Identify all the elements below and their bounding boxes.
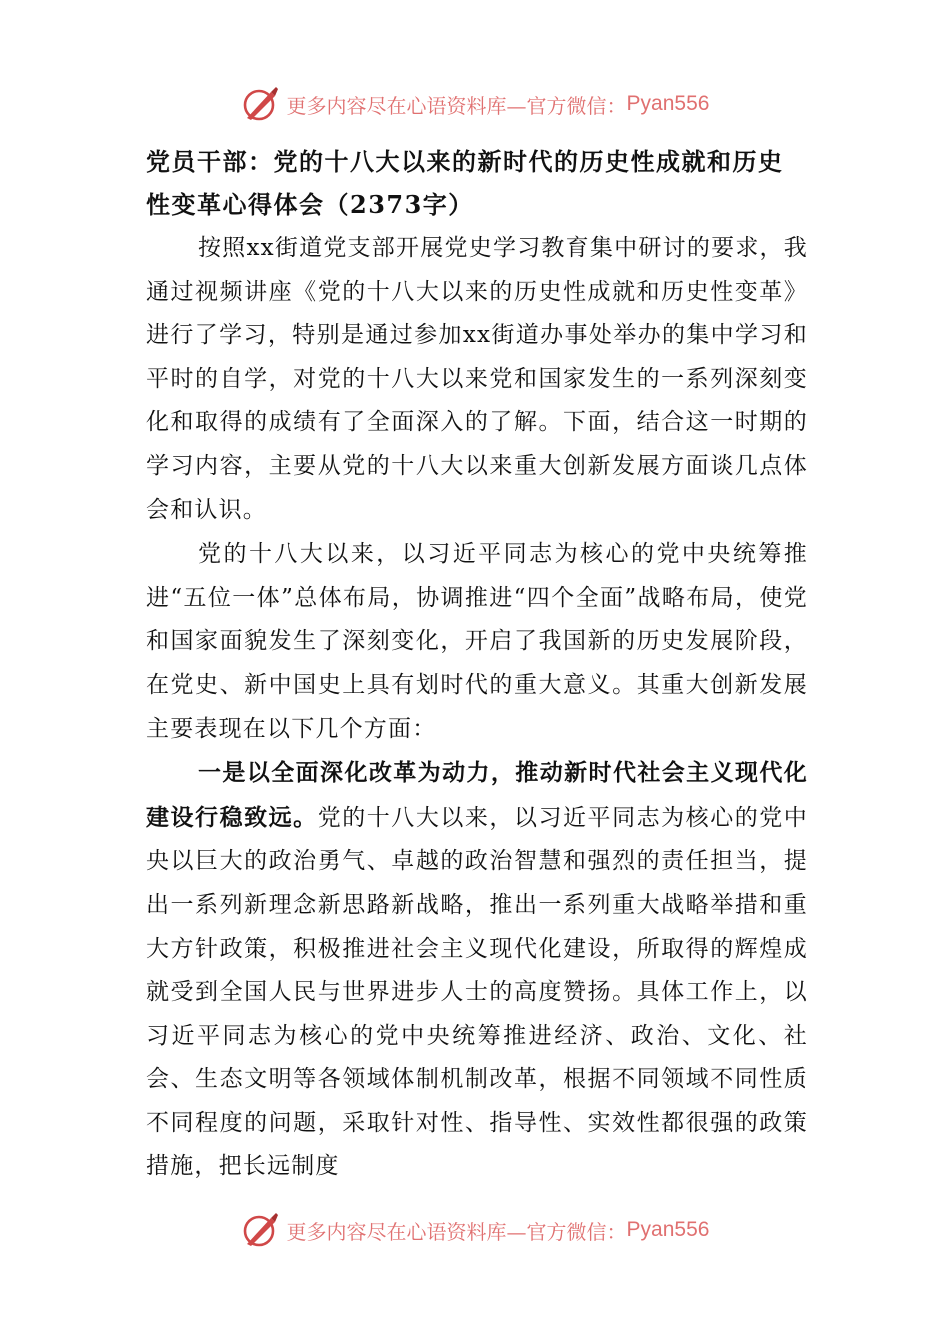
paragraph-2-text: 党的十八大以来，以习近平同志为核心的党中央统筹推进“五位一体”总体布局，协调推进“四个全面”战略布局，使党和国家面貌发生了深刻变化，开启了我国新的历史发展阶段，在党史、新中国史上具有划时代的重大意义。其重大创新发展主要表现在以下几个方面： bbox=[146, 541, 808, 742]
watermark-text: 更多内容尽在心语资料库—官方微信： bbox=[286, 1219, 627, 1244]
paragraph-1 bbox=[146, 226, 808, 532]
watermark-handle: Pyan556 bbox=[626, 92, 710, 115]
watermark-handle: Pyan556 bbox=[626, 1218, 710, 1241]
watermark-text: 更多内容尽在心语资料库—官方微信： bbox=[286, 93, 627, 118]
document-body bbox=[146, 140, 808, 1189]
document-title: 党员干部：党的十八大以来的新时代的历史性成就和历史性变革心得体会（2373字） bbox=[146, 147, 784, 219]
pen-circle-logo-icon bbox=[241, 1210, 281, 1250]
paragraph-3-lead: 一是以全面深化改革为动力，推动新时代社会主义现代化建设行稳致远。 bbox=[146, 759, 808, 831]
pen-circle-logo-icon bbox=[241, 84, 281, 124]
paragraph-1-text: 按照xx街道党支部开展党史学习教育集中研讨的要求，我通过视频讲座《党的十八大以来的历史性成就和历史性变革》进行了学习，特别是通过参加xx街道办事处举办的集中学习和平时的自学，对党的十八大以来党和国家发生的一系列深刻变化和取得的成绩有了全面深入的了解。下面，结合这一时期的学习内容，主要从党的十八大以来重大创新发展方面谈几点体会和认识。 bbox=[146, 235, 808, 523]
paragraph-3 bbox=[146, 751, 808, 1189]
paragraph-3-text: 党的十八大以来，以习近平同志为核心的党中央以巨大的政治勇气、卓越的政治智慧和强烈的责任担当，提出一系列新理念新思路新战略，推出一系列重大战略举措和重大方针政策，积极推进社会主义现代化建设，所取得的辉煌成就受到全国人民与世界进步人士的高度赞扬。具体工作上，以习近平同志为核心的党中央统筹推进经济、政治、文化、社会、生态文明等各领域体制机制改革，根据不同领域不同性质不同程度的问题，采取针对性、指导性、实效性都很强的政策措施，把长远制度 bbox=[146, 804, 808, 1180]
watermark-footer bbox=[0, 1208, 950, 1252]
watermark-header bbox=[0, 82, 950, 126]
paragraph-2 bbox=[146, 532, 808, 751]
